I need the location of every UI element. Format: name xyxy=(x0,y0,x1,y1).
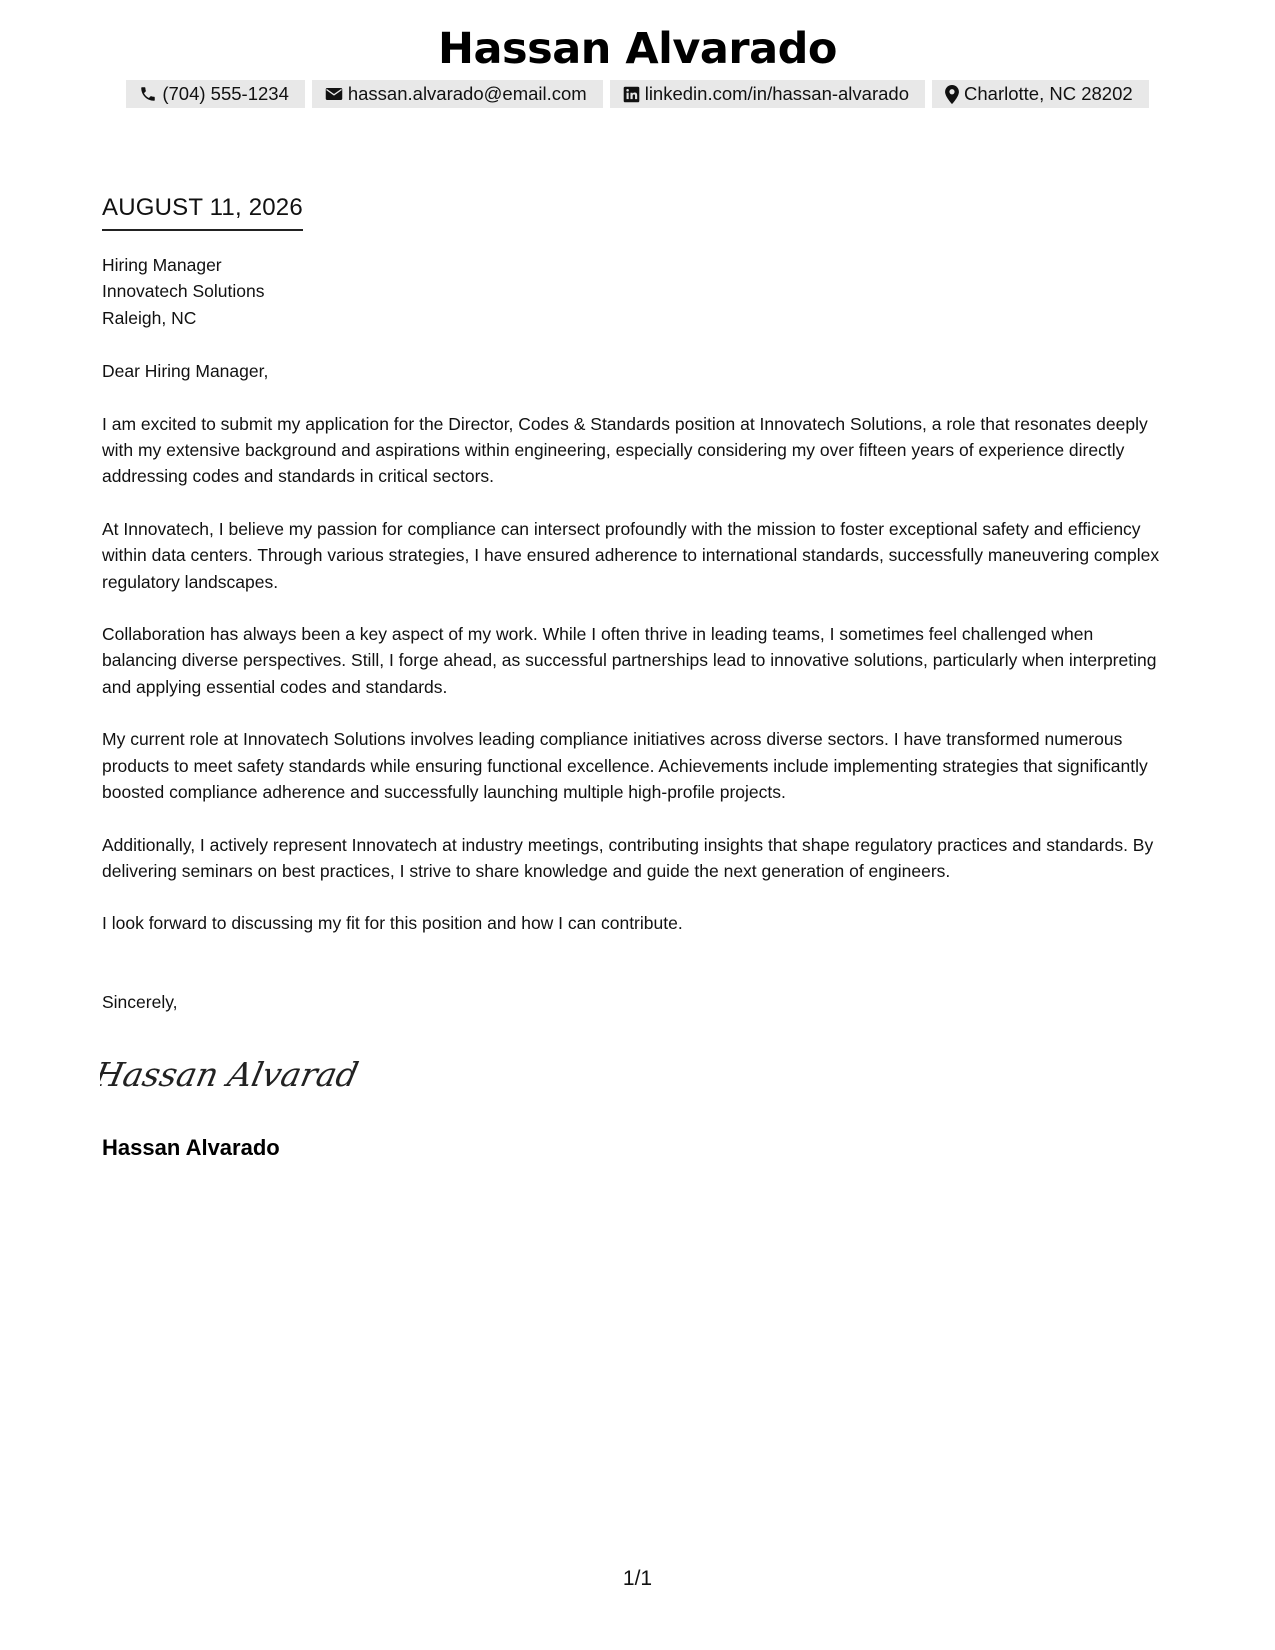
contact-email-text: hassan.alvarado@email.com xyxy=(347,83,587,104)
page-number: 1/1 xyxy=(622,1567,653,1590)
recipient-company: Innovatech Solutions xyxy=(102,281,265,302)
contact-location xyxy=(932,80,1149,108)
handwritten-signature xyxy=(100,1050,370,1105)
map-pin-icon xyxy=(945,85,959,104)
body-paragraph: I am excited to submit my application for the Director, Codes & Standards position at Innovatech Solutions, a role that resonates deeply with my extensive background and aspirations within engineering, especially considering my over fifteen years of experience directly addressing codes and standards in critical sectors. xyxy=(102,413,1148,487)
letter-body xyxy=(102,252,1172,937)
closing: Sincerely, xyxy=(102,992,178,1012)
envelope-icon xyxy=(325,86,343,102)
contact-linkedin xyxy=(610,80,925,108)
applicant-name: Hassan Alvarado xyxy=(438,24,837,74)
contact-location-text: Charlotte, NC 28202 xyxy=(964,83,1133,104)
body-paragraph: My current role at Innovatech Solutions involves leading compliance initiatives across diverse sectors. I have transformed numerous products to meet safety standards while ensuring functional excellence. Achievements include implementing strategies that significantly boosted compliance adherence and successfully launching multiple high-profile projects. xyxy=(102,729,1148,803)
signer-name: Hassan Alvarado xyxy=(102,1135,280,1160)
body-paragraph: At Innovatech, I believe my passion for compliance can intersect profoundly with the mission to foster exceptional safety and efficiency within data centers. Through various strategies, I have ensured adherence to international standards, successfully maneuvering complex regulatory landscapes. xyxy=(102,518,1160,592)
letter-date: AUGUST 11, 2026 xyxy=(102,193,303,231)
contact-phone-text: (704) 555-1234 xyxy=(162,83,289,104)
salutation: Dear Hiring Manager, xyxy=(102,361,269,382)
signature-text: Hassan Alvarad xyxy=(100,1055,362,1094)
recipient-title: Hiring Manager xyxy=(102,255,222,275)
contact-bar xyxy=(0,80,1275,108)
closing-paragraph: I look forward to discussing my fit for this position and how I can contribute. xyxy=(102,913,683,934)
contact-linkedin-text: linkedin.com/in/hassan-alvarado xyxy=(644,83,909,104)
recipient-block xyxy=(102,252,1172,331)
body-paragraph: Additionally, I actively represent Innovatech at industry meetings, contributing insights that shape regulatory practices and standards. By delivering seminars on best practices, I strive to share knowledge and guide the next generation of engineers. xyxy=(102,834,1154,881)
contact-phone xyxy=(126,80,305,108)
contact-email xyxy=(312,80,603,108)
recipient-location: Raleigh, NC xyxy=(102,307,197,328)
phone-icon xyxy=(139,85,157,103)
body-paragraph: Collaboration has always been a key aspect of my work. While I often thrive in leading teams, I sometimes feel challenged when balancing diverse perspectives. Still, I forge ahead, as successful partnerships lead to innovative solutions, particularly when interpreting and applying essential codes and standards. xyxy=(102,624,1157,697)
linkedin-icon xyxy=(623,86,640,103)
